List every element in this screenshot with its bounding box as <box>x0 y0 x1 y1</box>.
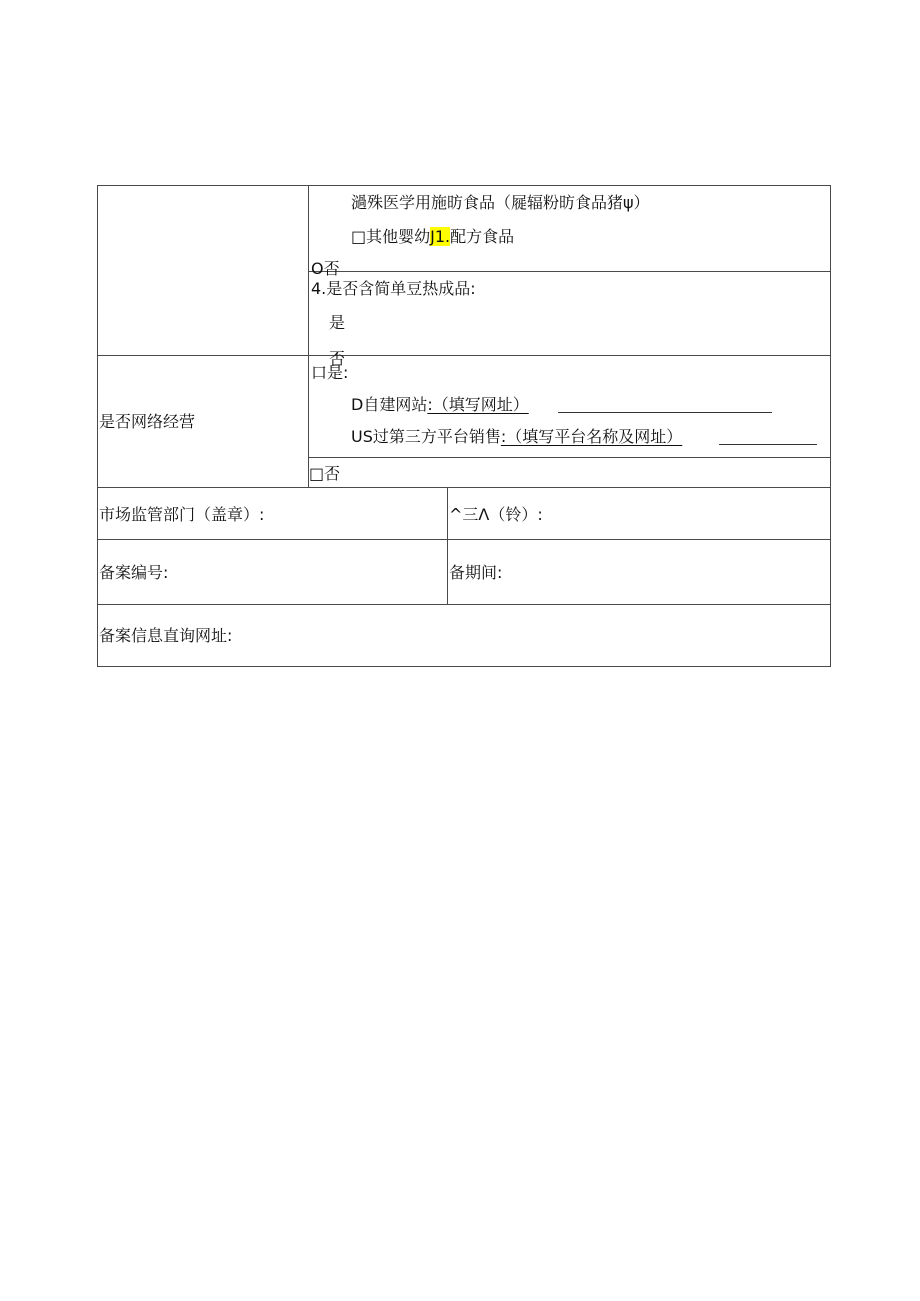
table-border-bottom <box>97 666 831 667</box>
bean-yes-option: 是 <box>329 313 346 332</box>
table-divider-label-column <box>308 185 309 487</box>
bean-no-option-clip <box>309 345 429 368</box>
row-divider-food <box>308 271 831 272</box>
online-no-option: □否 <box>309 464 341 483</box>
self-built-website-option <box>351 395 529 415</box>
row-divider-online <box>97 487 831 488</box>
other-infant-formula-prefix: □其他婴幼 <box>351 227 431 246</box>
other-infant-formula-suffix: 配方食品 <box>450 227 515 246</box>
self-built-website-hint: :（填写网址） <box>427 395 529 414</box>
third-party-platform-option <box>351 427 682 447</box>
filing-form-table <box>97 185 831 667</box>
special-medical-food-option: 濄殊医学用施昉食品（屣辐粉昉食品猪ψ） <box>351 193 650 212</box>
record-query-url-label: 备案信息直询网址: <box>99 626 233 645</box>
food-no-option: O否 <box>311 259 340 278</box>
highlighted-text: J1. <box>430 227 451 246</box>
food-no-option-clip <box>309 255 429 278</box>
regulator-seal-label: 市场监管部门（盖章）: <box>99 505 265 524</box>
date-label: ^三Λ（铃）: <box>449 505 543 524</box>
other-infant-formula-option <box>351 227 514 247</box>
bean-no-option: 否 <box>329 349 346 368</box>
third-party-platform-hint: :（填写平台名称及网址） <box>500 427 683 446</box>
row-divider-record <box>97 604 831 605</box>
table-border-right <box>830 185 831 667</box>
record-period-label: 备期间: <box>449 563 503 582</box>
online-operation-label: 是否网络经营 <box>99 412 196 431</box>
table-border-top <box>97 185 831 186</box>
third-party-platform-blank[interactable] <box>719 444 817 445</box>
self-built-website-blank[interactable] <box>558 412 772 413</box>
online-yes-option: 口是: <box>311 363 349 382</box>
row-divider-bean <box>97 355 831 356</box>
table-divider-approval-column <box>447 487 448 604</box>
third-party-platform-label: US过第三方平台销售 <box>351 427 501 446</box>
self-built-website-label: D自建网站 <box>351 395 428 414</box>
record-number-label: 备案编号: <box>99 563 169 582</box>
table-border-left <box>97 185 98 667</box>
row-divider-online-no <box>308 457 831 458</box>
bean-product-question: 4.是否含简单豆热成品: <box>311 279 476 298</box>
row-divider-dept <box>97 539 831 540</box>
